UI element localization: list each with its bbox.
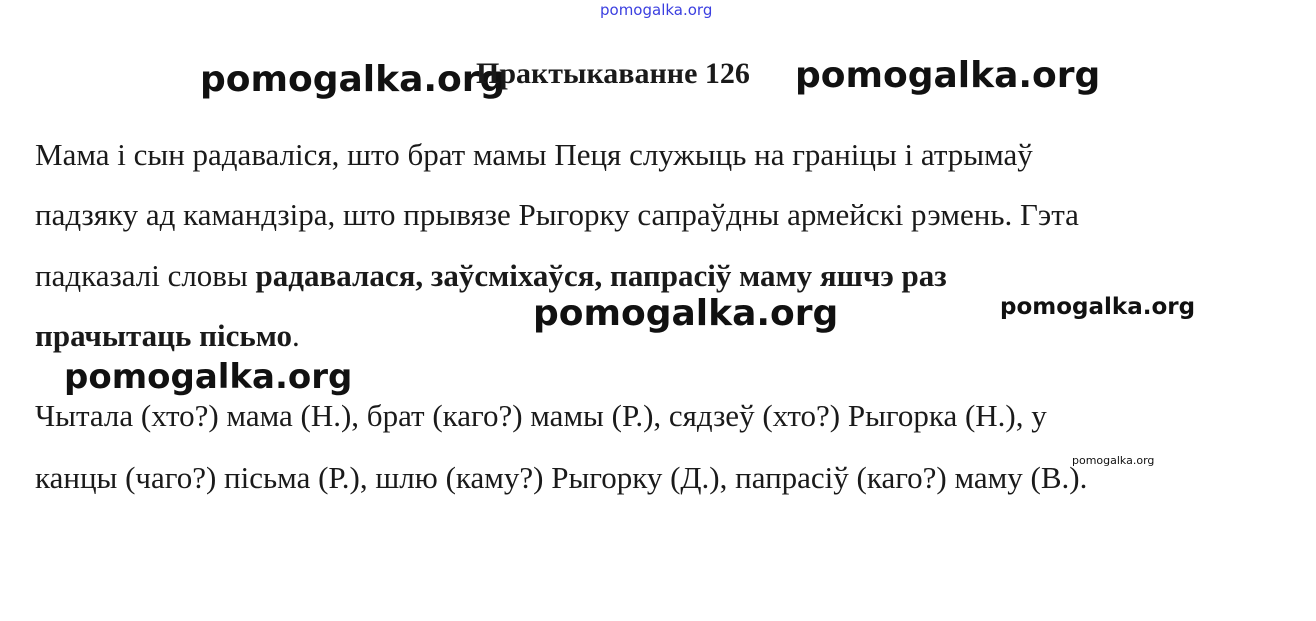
watermark-left-title: pomogalka.org xyxy=(200,59,506,100)
page-title: Практыкаванне 126 xyxy=(476,57,750,90)
paragraph-1-line-4 xyxy=(35,320,300,351)
watermark-middle: pomogalka.org xyxy=(533,293,839,334)
watermark-right-small: pomogalka.org xyxy=(1000,294,1196,320)
watermark-top: pomogalka.org xyxy=(600,1,713,19)
watermark-left-middle: pomogalka.org xyxy=(64,357,353,397)
paragraph-1-line-2: падзяку ад камандзіра, што прывязе Рыгорку сапраўдны армейскі рэмень. Гэта xyxy=(35,197,1079,232)
watermark-tiny: pomogalka.org xyxy=(1072,454,1155,467)
paragraph-2-line-1: Чытала (хто?) мама (Н.), брат (каго?) мамы (Р.), сядзеў (хто?) Рыгорка (Н.), у xyxy=(35,398,1047,433)
line-4-end: . xyxy=(292,318,300,353)
line-4-bold-words: прачытаць пісьмо xyxy=(35,318,292,353)
line-3-normal-text: падказалі словы xyxy=(35,258,256,293)
paragraph-2-line-2: канцы (чаго?) пісьма (Р.), шлю (каму?) Рыгорку (Д.), папрасіў (каго?) маму (В.). xyxy=(35,460,1088,495)
watermark-right-title: pomogalka.org xyxy=(795,55,1101,96)
line-3-bold-words: радавалася, заўсміхаўся, папрасіў маму яшчэ раз xyxy=(255,258,947,293)
paragraph-1-line-1: Мама і сын радаваліся, што брат мамы Пеця служыць на граніцы і атрымаў xyxy=(35,137,1033,172)
paragraph-1-line-3 xyxy=(35,260,947,291)
